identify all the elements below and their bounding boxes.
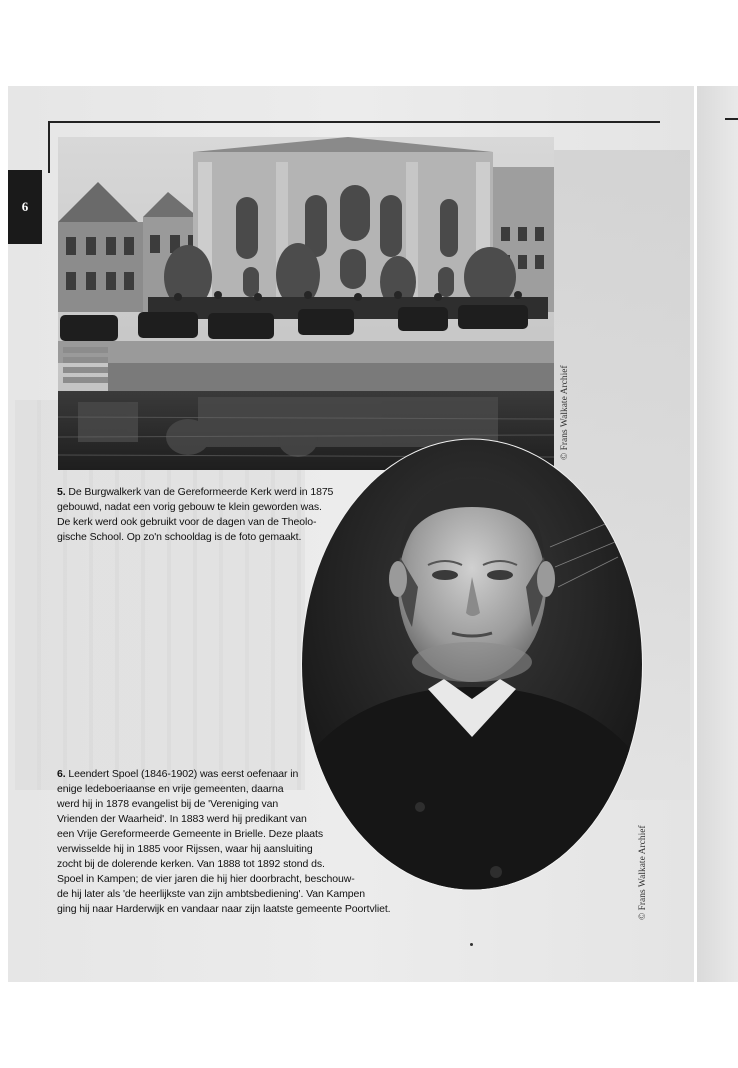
caption-6-number: 6.	[57, 768, 66, 780]
caption-6-line: werd hij in 1878 evangelist bij de 'Vereniging van	[57, 798, 279, 810]
page-number-tab	[8, 170, 42, 244]
caption-6-line: enige ledeboeriaanse en vrije gemeenten, daarna	[57, 783, 284, 795]
frame-rule-left	[48, 121, 50, 173]
facing-page-edge	[697, 86, 738, 982]
caption-6-line: Leendert Spoel (1846-1902) was eerst oefenaar in	[65, 768, 299, 780]
photo-credit-church: © Frans Walkate Archief	[560, 365, 570, 460]
caption-6-line: zocht bij de dolerende kerken. Van 1888 tot 1892 stond ds.	[57, 858, 325, 870]
frame-rule-right	[725, 118, 738, 120]
caption-5-line: De kerk werd ook gebruikt voor de dagen van de Theolo-	[57, 516, 317, 528]
caption-photo-6	[57, 767, 390, 917]
caption-6-line: Vrienden der Waarheid'. In 1883 werd hij predikant van	[57, 813, 307, 825]
caption-6-line: verwisselde hij in 1885 voor Rijssen, waar hij aansluiting	[57, 843, 313, 855]
page-mark	[470, 943, 473, 946]
photo-credit-portrait: © Frans Walkate Archief	[638, 825, 648, 920]
caption-5-line: De Burgwalkerk van de Gereformeerde Kerk werd in 1875	[65, 486, 334, 498]
caption-6-line: een Vrije Gereformeerde Gemeente in Brielle. Deze plaats	[57, 828, 323, 840]
caption-6-line: de hij later als 'de heerlijkste van zijn ambtsbediening'. Van Kampen	[57, 888, 366, 900]
caption-6-line: ging hij naar Harderwijk en vandaar naar zijn laatste gemeente Poortvliet.	[57, 903, 391, 915]
church-photo	[58, 137, 554, 470]
church-photo-illustration	[58, 137, 554, 470]
caption-5-number: 5.	[57, 486, 66, 498]
caption-5-line: gebouwd, nadat een vorig gebouw te klein geworden was.	[57, 501, 322, 513]
caption-6-line: Spoel in Kampen; de vier jaren die hij hier doorbracht, beschouw-	[57, 873, 355, 885]
caption-photo-5	[57, 485, 333, 545]
page-number: 6	[21, 199, 29, 214]
caption-5-line: gische School. Op zo'n schooldag is de foto gemaakt.	[57, 531, 302, 543]
frame-rule-top	[48, 121, 660, 123]
